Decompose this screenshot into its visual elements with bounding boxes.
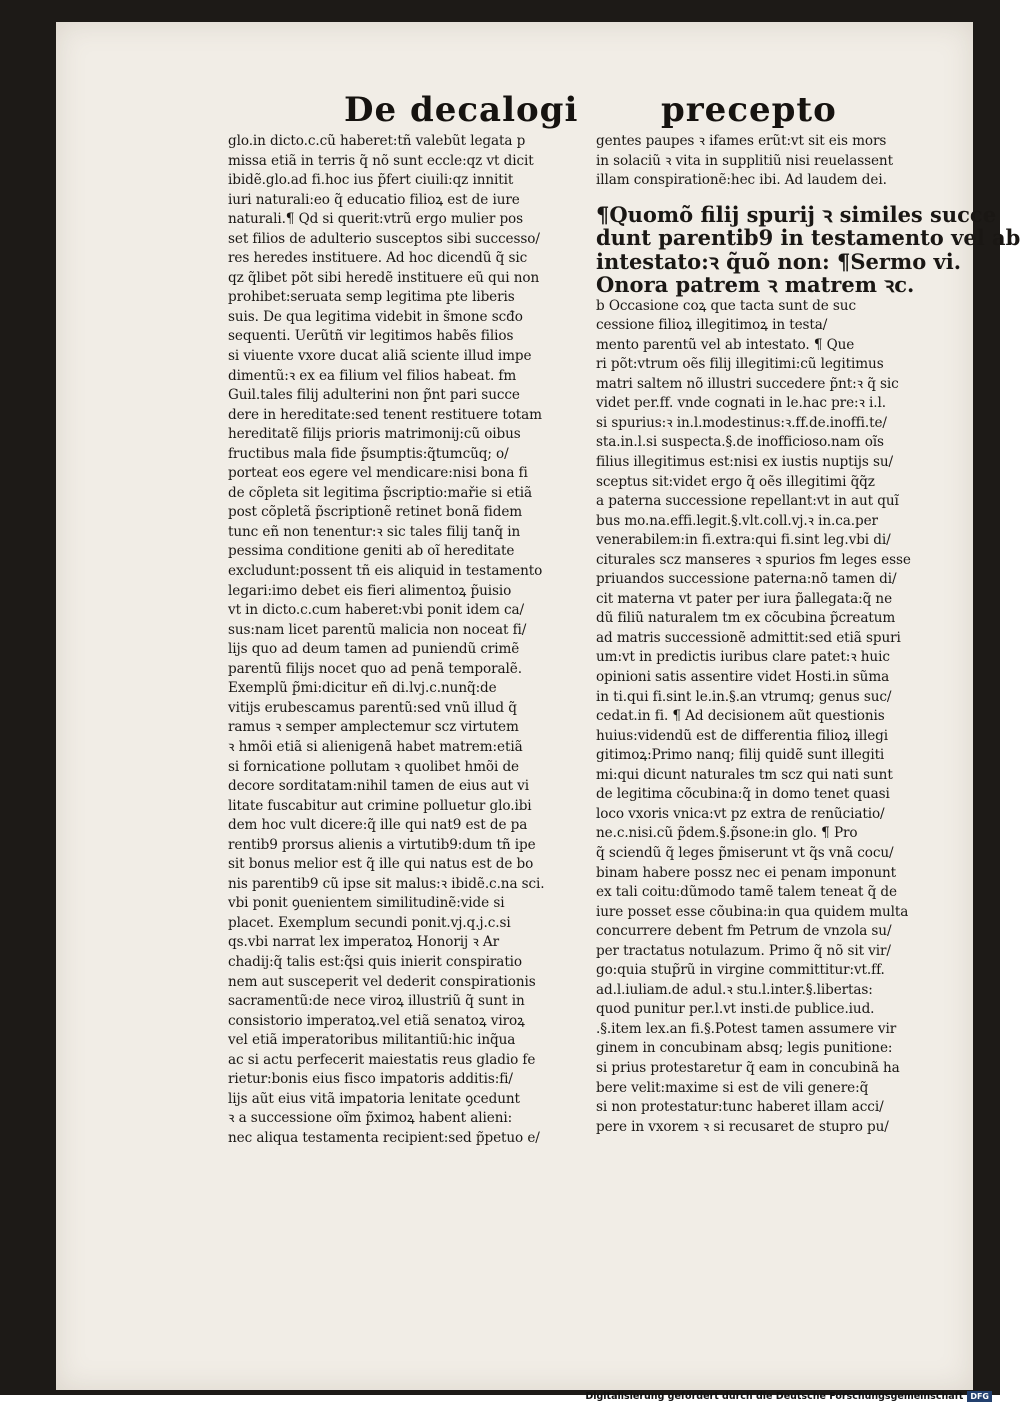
text-line: ramus ꝛ semper amplectemur scz virtutem [228,719,519,736]
book-page [56,22,1020,1390]
text-line: tunc eñ non tenentur:ꝛ sic tales filij tanq̃ in [228,523,521,540]
text-line: ꝛ a successione oĩm p̃ximoꝝ habent alieni: [228,1110,513,1127]
text-line: excludunt:possent tñ eis aliquid in testamento [228,563,543,580]
text-line: venerabilem:in fi.extra:qui fi.sint leg.vbi di/ [596,532,891,549]
running-head-left: De decalogi [344,90,579,130]
text-line: ibidẽ.glo.ad fi.hoc ius p̃fert ciuili:qz innitit [228,172,514,189]
text-line: gentes paupes ꝛ ifames erũt:vt sit eis mors [596,133,887,149]
text-line: huius:videndũ est de differentia filioꝝ illegi [596,727,889,744]
text-line: intestato:ꝛ q̃uõ non: ¶Sermo vi. [596,248,962,274]
text-line: sceptus sit:videt ergo q̃ oẽs illegitimi q̃q̃z [596,473,875,490]
text-line: naturali.¶ Qd si querit:vtrũ ergo mulier pos [228,211,524,228]
left-column [228,132,588,1148]
text-line: matri saltem nõ illustri succedere p̃nt:ꝛ q̃ sic [596,375,899,392]
text-line: bus mo.na.effi.legit.§.vlt.coll.vj.ꝛ in.ca.per [596,512,878,529]
text-line: chadij:q̃ talis est:q̃si quis inierit conspiratio [228,953,523,970]
text-line: ad.l.iuliam.de adul.ꝛ stu.l.inter.§.libertas: [596,981,873,998]
text-line: dunt parentib9 in testamento vel ab [596,225,1020,251]
text-line: dũ filiũ naturalem tm ex cõcubina p̃creatum [596,610,896,627]
text-line: go:quia stup̃rũ in virgine committitur:vt.ff. [596,962,885,979]
text-line: legari:imo debet eis fieri alimentoꝝ p̃uisio [228,582,512,599]
text-line: pessima conditione geniti ab oĩ hereditate [228,543,515,560]
text-line: priuandos successione paterna:nõ tamen di/ [596,571,897,588]
text-line: per tractatus notulazum. Primo q̃ nõ sit vir/ [596,942,891,959]
text-line: mento parentũ vel ab intestato. ¶ Que [596,336,855,353]
text-line: ¶Quomõ filij spurij ꝛ similes succe [596,201,997,227]
text-line: rentib9 prorsus alienis a virtutib9:dum tñ ipe [228,836,536,853]
right-column [596,132,1020,1137]
text-line: ad matris successionẽ admittit:sed etiã spuri [596,629,901,646]
text-line: si spurius:ꝛ in.l.modestinus:ꝛ.ff.de.inoffi.te/ [596,414,887,431]
text-line: concurrere debent fm Petrum de vnzola su/ [596,923,892,940]
text-line: quod punitur per.l.vt insti.de publice.iud. [596,1001,875,1018]
text-line: set filios de adulterio susceptos sibi successo/ [228,230,540,247]
text-line: videt per.ff. vnde cognati in le.hac pre:ꝛ i.l. [596,395,886,412]
text-line: cedat.in fi. ¶ Ad decisionem aũt questionis [596,708,885,725]
running-head-right: precepto [661,90,837,130]
text-line: binam habere possz nec ei penam imponunt [596,864,897,881]
text-line: porteat eos egere vel mendicare:nisi bona fi [228,465,528,482]
dfg-logo: DFG [967,1391,992,1402]
text-line: de cõpleta sit legitima p̃scriptio:mařie si etiã [228,484,533,501]
text-line: iuri naturali:eo q̃ educatio filioꝝ est de iure [228,191,520,208]
text-line: ꝛ hmõi etiã si alienigenã habet matrem:etiã [228,738,523,755]
text-line: bere velit:maxime si est de vili genere:q̃ [596,1079,869,1096]
text-line: qz q̃libet põt sibi heredẽ instituere eũ qui non [228,269,540,286]
text-line: vt in dicto.c.cum haberet:vbi ponit idem ca/ [228,602,525,619]
text-line: ac si actu perfecerit maiestatis reus gladio fe [228,1051,536,1068]
text-line: missa etiã in terris q̃ nõ sunt eccle:qz vt dicit [228,152,534,169]
text-line: gitimoꝝ:Primo nanq; filij quidẽ sunt illegiti [596,747,885,764]
text-line: Onora patrem ꝛ matrem ꝛc. [596,272,915,298]
text-line: fructibus mala fide p̃sumptis:q̃tumcũq; o/ [228,445,509,462]
text-line: dimentũ:ꝛ ex ea filium vel filios habeat. fm [228,367,517,384]
text-line: cessione filioꝝ illegitimoꝝ in testa/ [596,317,828,334]
text-line: sacramentũ:de nece viroꝝ illustriũ q̃ sunt in [228,993,525,1010]
text-line: q̃ sciendũ q̃ leges p̃miserunt vt q̃s vnã cocu/ [596,844,894,861]
text-line: citurales scz manseres ꝛ spurios fm leges esse [596,551,911,568]
text-line: hereditatẽ filijs prioris matrimonij:cũ oibus [228,426,521,443]
text-line: cit materna vt pater per iura p̃allegata:q̃ ne [596,590,893,607]
text-line: um:vt in predictis iuribus clare patet:ꝛ huic [596,649,890,666]
text-line: in ti.qui fi.sint le.in.§.an vtrumq; genus suc/ [596,688,892,705]
text-line: mi:qui dicunt naturales tm scz qui nati sunt [596,766,893,783]
footer-text: Digitalisierung gefördert durch die Deutsche Forschungsgemeinschaft [585,1391,964,1402]
text-line: si fornicatione pollutam ꝛ quolibet hmõi de [228,758,519,775]
text-line: suis. De qua legitima videbit in s̃mone scđo [228,308,523,325]
text-line: parentũ filijs nocet quo ad penã temporalẽ. [228,660,522,677]
text-line: in solaciũ ꝛ vita in supplitiũ nisi reuelassent [596,152,893,169]
text-line: litate fuscabitur aut crimine polluetur glo.ibi [228,797,532,814]
text-line: si prius protestaretur q̃ eam in concubinã ha [596,1059,900,1076]
text-line: si non protestatur:tunc haberet illam acci/ [596,1099,884,1116]
text-line: sus:nam licet parentũ malicia non noceat fi/ [228,621,527,638]
text-line: Guil.tales filij adulterini non p̃nt pari succe [228,387,520,404]
text-line: a paterna successione repellant:vt in aut quĩ [596,493,899,510]
text-line: b Occasione coꝝ que tacta sunt de suc [596,297,856,314]
text-line: vitijs erubescamus parentũ:sed vnũ illud q̃ [228,699,517,716]
text-line: loco vxoris vnica:vt pz extra de renũciatio/ [596,805,885,822]
text-line: decore sorditatam:nihil tamen de eius aut vi [228,778,529,795]
text-line: vel etiã imperatoribus militantiũ:hic inq̃ua [228,1032,516,1049]
text-line: nec aliqua testamenta recipient:sed p̃petuo e/ [228,1129,540,1146]
text-line: lijs aũt eius vitã impatoria lenitate ꝯcedunt [228,1090,520,1107]
text-line: opinioni satis assentire videt Hosti.in sũma [596,669,890,686]
text-line: iure posset esse cõubina:in qua quidem multa [596,903,909,920]
digitization-footer [585,1391,992,1402]
text-line: placet. Exemplum secundi ponit.vj.q.j.c.si [228,914,511,931]
section-spacer [596,191,966,203]
text-line: dere in hereditate:sed tenent restituere totam [228,406,542,423]
text-line: pere in vxorem ꝛ si recusaret de stupro pu/ [596,1118,889,1135]
text-line: vbi ponit ꝯuenientem similitudinẽ:vide si [228,895,505,912]
text-line: ginem in concubinam absq; legis punitione: [596,1040,893,1057]
text-line: nis parentib9 cũ ipse sit malus:ꝛ ibidẽ.c.na sci. [228,875,545,892]
text-line: lijs quo ad deum tamen ad puniendũ crimẽ [228,641,520,658]
text-line: rietur:bonis eius fisco impatoris additis:fi/ [228,1071,513,1088]
text-line: illam conspirationẽ:hec ibi. Ad laudem dei. [596,172,887,189]
text-line: nem aut susceperit vel dederit conspirationis [228,973,536,990]
text-line: ne.c.nisi.cũ p̃dem.§.p̃sone:in glo. ¶ Pro [596,825,858,842]
text-line: res heredes instituere. Ad hoc dicendũ q̃ sic [228,250,528,267]
text-line: prohibet:seruata semp legitima pte liberis [228,289,515,306]
text-line: qs.vbi narrat lex imperatoꝝ Honorij ꝛ Ar [228,934,500,951]
text-line: filius illegitimus est:nisi ex iustis nuptijs su/ [596,454,893,471]
text-line: de legitima cõcubina:q̃ in domo tenet quasi [596,786,890,803]
text-line: si viuente vxore ducat aliã sciente illud impe [228,348,532,365]
text-line: sta.in.l.si suspecta.§.de inofficioso.nam oĩs [596,434,884,451]
text-line: ri põt:vtrum oẽs filij illegitimi:cũ legitimus [596,356,884,373]
text-line: dem hoc vult dicere:q̃ ille qui nat9 est de pa [228,817,528,834]
text-line: Exemplũ p̃mi:dicitur eñ di.lvj.c.nunq̃:de [228,680,497,697]
text-line: consistorio imperatoꝝ.vel etiã senatoꝝ viroꝝ [228,1012,525,1029]
text-line: sequenti. Uerũtñ vir legitimos habẽs filios [228,328,514,345]
text-line: .§.item lex.an fi.§.Potest tamen assumere vir [596,1020,897,1037]
text-line: sit bonus melior est q̃ ille qui natus est de bo [228,856,534,873]
text-line: ex tali coitu:dũmodo tamẽ talem teneat q̃ de [596,884,897,901]
text-line: post cõpletã p̃scriptionẽ retinet bonã fidem [228,504,523,521]
text-line: glo.in dicto.c.cũ haberet:tñ valebũt legata p [228,133,526,149]
